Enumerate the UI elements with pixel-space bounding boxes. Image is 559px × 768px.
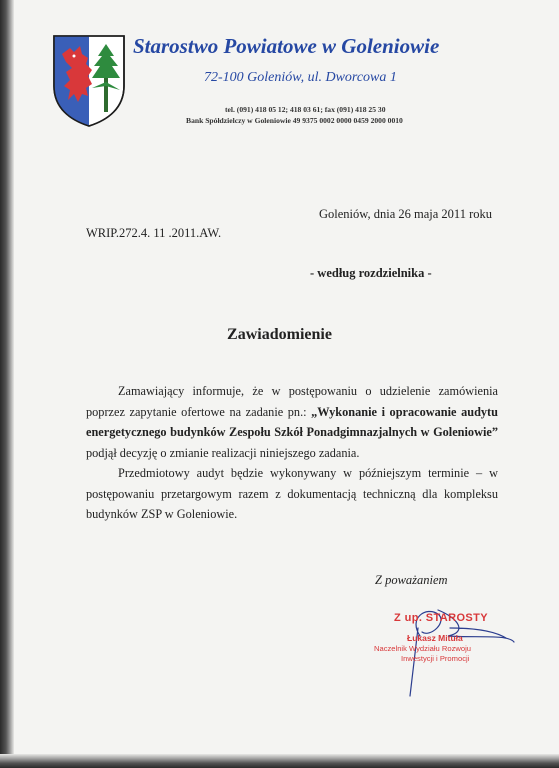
institution-name: Starostwo Powiatowe w Goleniowie — [133, 34, 440, 58]
paragraph-1 — [86, 381, 498, 463]
reference-number: WRIP.272.4. 11 .2011.AW. — [86, 226, 222, 240]
task-name: „Wykonanie i opracowanie audytu energetycznego budynków Zespołu Szkół Ponadgimnazjalnych w Goleniowie” — [86, 404, 498, 439]
stamp-on-behalf: Z up. STAROSTY — [394, 612, 489, 624]
letter-body — [86, 381, 498, 525]
institution-bank-account: Bank Spółdzielczy w Goleniowie 49 9375 0002 0000 0459 2000 0010 — [186, 116, 403, 125]
scan-edge-left — [0, 0, 14, 768]
document-title: Zawiadomienie — [227, 326, 332, 343]
institution-phone-fax: tel. (091) 418 05 12; 418 03 61; fax (091) 418 25 30 — [225, 105, 386, 114]
institution-address: 72-100 Goleniów, ul. Dworcowa 1 — [204, 70, 397, 85]
stamp-name: Łukasz Mituła — [407, 633, 463, 643]
paragraph-1-ending: podjął decyzję o zmianie realizacji niniejszego zadania. — [86, 445, 360, 460]
date-line: Goleniów, dnia 26 maja 2011 roku — [319, 207, 492, 221]
paragraph-2: Przedmiotowy audyt będzie wykonywany w późniejszym terminie – w postępowaniu przetargowym razem z dokumentacją techniczną dla kompleksu budynków ZSP w Goleniowie. — [86, 466, 498, 521]
coat-of-arms-icon — [52, 34, 126, 128]
handwritten-signature — [378, 588, 518, 698]
stamp-department: Inwestycji i Promocji — [401, 654, 470, 663]
scan-edge-bottom — [0, 754, 559, 768]
stamp-position: Naczelnik Wydziału Rozwoju — [374, 644, 471, 653]
paragraph-1-text: Zamawiający informuje, że w postępowaniu o udzielenie zamówienia poprzez zapytanie ofertowe na zadanie pn.: — [86, 384, 498, 419]
recipient-line: - według rozdzielnika - — [310, 266, 432, 280]
closing-phrase: Z poważaniem — [375, 573, 448, 587]
